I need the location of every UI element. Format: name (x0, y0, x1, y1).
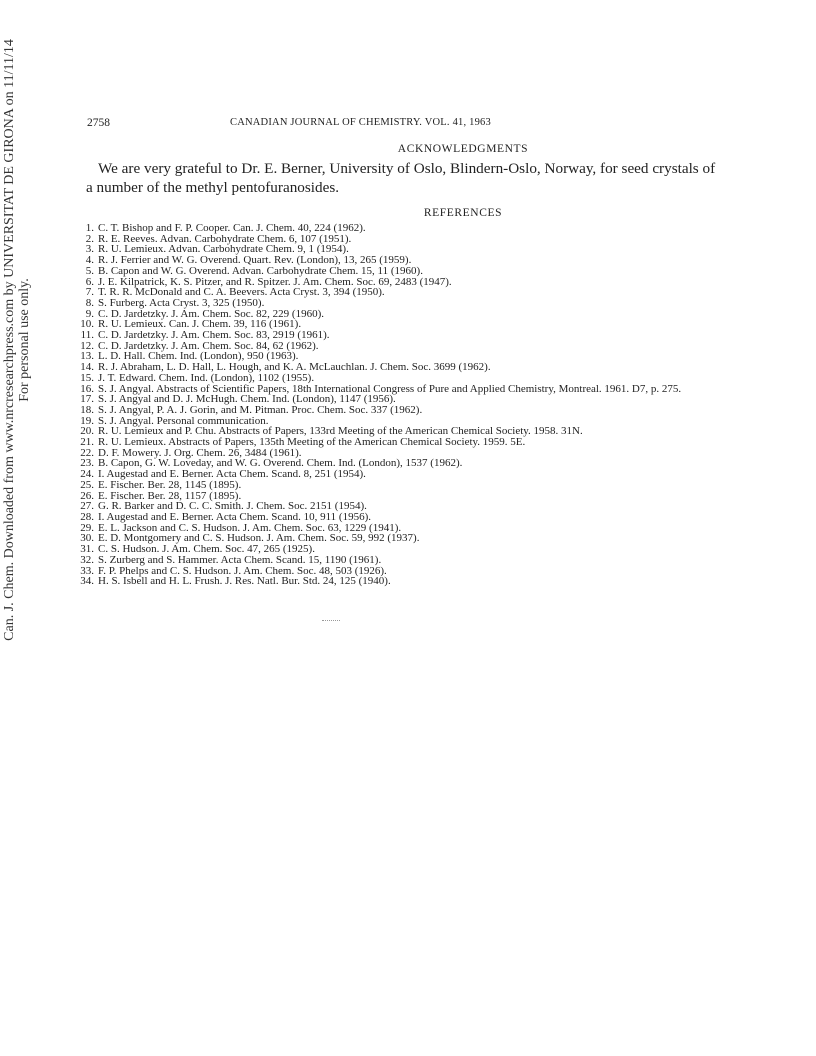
reference-text: C. T. Bishop and F. P. Cooper. Can. J. Chem. 40, 224 (1962). (98, 222, 366, 234)
reference-text: E. D. Montgomery and C. S. Hudson. J. Am. Chem. Soc. 59, 992 (1937). (98, 532, 420, 545)
reference-item (78, 576, 718, 587)
reference-number: 2. (85, 232, 94, 245)
reference-number: 23. (80, 457, 94, 470)
reference-text: S. J. Angyal, P. A. J. Gorin, and M. Pitman. Proc. Chem. Soc. 337 (1962). (98, 403, 423, 416)
reference-number: 3. (85, 243, 94, 256)
reference-number: 33. (80, 564, 94, 577)
reference-text: R. U. Lemieux. Advan. Carbohydrate Chem. 9, 1 (1954). (98, 243, 349, 256)
reference-text: R. U. Lemieux. Abstracts of Papers, 135th Meeting of the American Chemical Society. 1959. 5E. (98, 436, 526, 449)
reference-text: C. D. Jardetzky. J. Am. Chem. Soc. 83, 2919 (1961). (98, 329, 330, 342)
acknowledgments-text: We are very grateful to Dr. E. Berner, University of Oslo, Blindern-Oslo, Norway, for seed crystals of a number of the methyl pentofuranosides. (86, 160, 716, 196)
reference-number: 17. (80, 393, 94, 406)
reference-number: 21. (80, 436, 94, 449)
reference-text: S. J. Angyal. Abstracts of Scientific Papers, 18th International Congress of Pure and Applied Chemistry, Montreal. 1961. D7, p. 275. (98, 382, 682, 395)
reference-text: I. Augestad and E. Berner. Acta Chem. Scand. 10, 911 (1956). (98, 510, 372, 523)
reference-text: J. T. Edward. Chem. Ind. (London), 1102 (1955). (98, 371, 315, 384)
reference-number: 32. (80, 553, 94, 566)
reference-text: S. Zurberg and S. Hammer. Acta Chem. Scand. 15, 1190 (1961). (98, 553, 382, 566)
reference-number: 9. (85, 307, 94, 320)
reference-text: G. R. Barker and D. C. C. Smith. J. Chem. Soc. 2151 (1954). (98, 500, 367, 513)
download-watermark-line-2: For personal use only. (17, 278, 32, 402)
reference-number: 30. (80, 532, 94, 545)
journal-title: CANADIAN JOURNAL OF CHEMISTRY. VOL. 41, 1963 (230, 117, 491, 128)
reference-text: R. U. Lemieux. Can. J. Chem. 39, 116 (1961). (98, 318, 302, 331)
reference-text: J. E. Kilpatrick, K. S. Pitzer, and R. Spitzer. J. Am. Chem. Soc. 69, 2483 (1947). (98, 275, 452, 288)
download-watermark-line-1: Can. J. Chem. Downloaded from www.nrcresearchpress.com by UNIVERSITAT DE GIRONA on 11/11/14 (2, 39, 17, 641)
reference-text: C. D. Jardetzky. J. Am. Chem. Soc. 82, 229 (1960). (98, 307, 324, 320)
reference-number: 31. (80, 543, 94, 556)
reference-item (78, 373, 718, 384)
page-number: 2758 (87, 117, 110, 129)
reference-number: 25. (80, 478, 94, 491)
reference-text: B. Capon, G. W. Loveday, and W. G. Overend. Chem. Ind. (London), 1537 (1962). (98, 457, 463, 470)
references-list (78, 223, 718, 587)
reference-number: 16. (80, 382, 94, 395)
reference-text: H. S. Isbell and H. L. Frush. J. Res. Natl. Bur. Std. 24, 125 (1940). (98, 575, 391, 588)
reference-text: C. S. Hudson. J. Am. Chem. Soc. 47, 265 (1925). (98, 543, 315, 556)
reference-number: 28. (80, 510, 94, 523)
reference-text: R. J. Ferrier and W. G. Overend. Quart. Rev. (London), 13, 265 (1959). (98, 254, 412, 267)
scan-mark (322, 620, 340, 622)
reference-text: L. D. Hall. Chem. Ind. (London), 950 (1963). (98, 350, 299, 363)
reference-text: T. R. R. McDonald and C. A. Beevers. Acta Cryst. 3, 394 (1950). (98, 286, 385, 299)
acknowledgments-heading: ACKNOWLEDGMENTS (397, 143, 529, 155)
reference-number: 6. (85, 275, 94, 288)
reference-text: E. L. Jackson and C. S. Hudson. J. Am. Chem. Soc. 63, 1229 (1941). (98, 521, 402, 534)
reference-number: 1. (85, 222, 94, 234)
reference-text: D. F. Mowery. J. Org. Chem. 26, 3484 (1961). (98, 446, 302, 459)
reference-text: S. Furberg. Acta Cryst. 3, 325 (1950). (98, 296, 265, 309)
reference-text: R. J. Abraham, L. D. Hall, L. Hough, and K. A. McLauchlan. J. Chem. Soc. 3699 (1962). (98, 361, 491, 374)
reference-number: 7. (85, 286, 94, 299)
reference-number: 18. (80, 403, 94, 416)
reference-number: 13. (80, 350, 94, 363)
reference-number: 19. (80, 414, 94, 427)
reference-number: 15. (80, 371, 94, 384)
reference-text: F. P. Phelps and C. S. Hudson. J. Am. Chem. Soc. 48, 503 (1926). (98, 564, 387, 577)
reference-text: R. E. Reeves. Advan. Carbohydrate Chem. 6, 107 (1951). (98, 232, 352, 245)
reference-number: 26. (80, 489, 94, 502)
reference-number: 12. (80, 339, 94, 352)
reference-number: 24. (80, 468, 94, 481)
reference-number: 22. (80, 446, 94, 459)
reference-number: 11. (80, 329, 94, 342)
reference-text: S. J. Angyal. Personal communication. (98, 414, 269, 427)
reference-text: E. Fischer. Ber. 28, 1145 (1895). (98, 478, 242, 491)
reference-number: 4. (85, 254, 94, 267)
reference-text: C. D. Jardetzky. J. Am. Chem. Soc. 84, 62 (1962). (98, 339, 319, 352)
reference-text: B. Capon and W. G. Overend. Advan. Carbohydrate Chem. 15, 11 (1960). (98, 264, 423, 277)
reference-text: I. Augestad and E. Berner. Acta Chem. Scand. 8, 251 (1954). (98, 468, 366, 481)
reference-number: 10. (80, 318, 94, 331)
reference-item (78, 266, 718, 277)
reference-number: 5. (85, 264, 94, 277)
reference-text: R. U. Lemieux and P. Chu. Abstracts of Papers, 133rd Meeting of the American Chemical Society. 1958. 31N. (98, 425, 583, 438)
reference-number: 27. (80, 500, 94, 513)
reference-number: 8. (85, 296, 94, 309)
reference-item (78, 555, 718, 566)
reference-number: 29. (80, 521, 94, 534)
reference-number: 20. (80, 425, 94, 438)
running-header (87, 117, 727, 131)
reference-text: S. J. Angyal and D. J. McHugh. Chem. Ind. (London), 1147 (1956). (98, 393, 396, 406)
reference-number: 14. (80, 361, 94, 374)
reference-item (78, 480, 718, 491)
references-heading: REFERENCES (423, 207, 503, 219)
reference-text: E. Fischer. Ber. 28, 1157 (1895). (98, 489, 242, 502)
reference-number: 34. (80, 575, 94, 588)
